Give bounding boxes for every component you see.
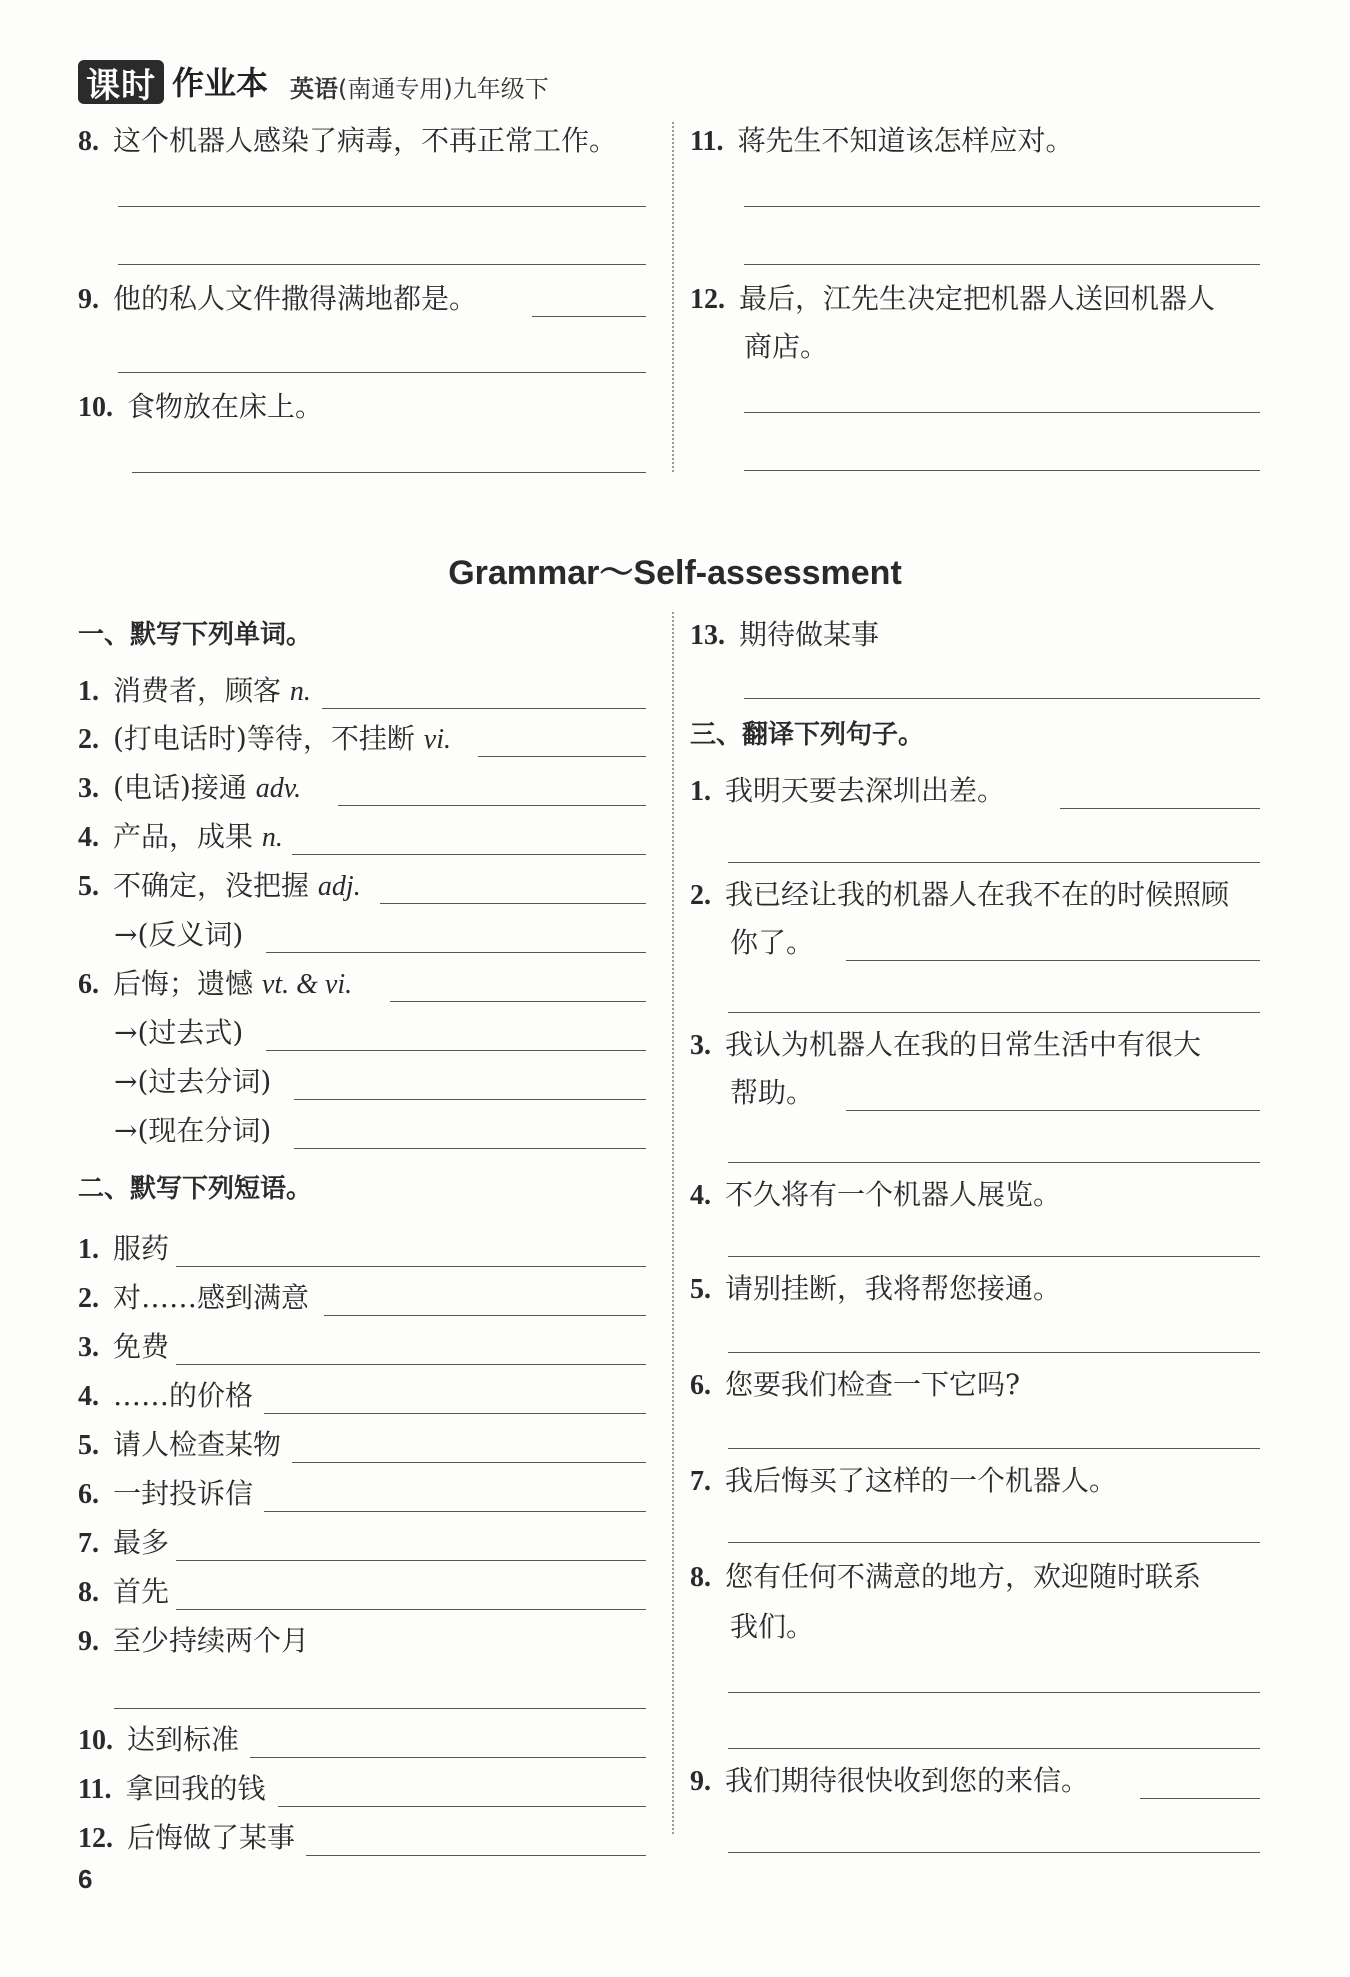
item-text: 我们期待很快收到您的来信。: [725, 1764, 1090, 1797]
word-item-5: [78, 869, 361, 904]
answer-line[interactable]: [292, 854, 646, 855]
section-title: Grammar～Self-assessment: [448, 554, 902, 592]
item-number: 1.: [690, 776, 711, 807]
answer-line[interactable]: [294, 1148, 646, 1149]
item-number: 3.: [690, 1030, 711, 1061]
item-number: 9.: [690, 1766, 711, 1797]
item-number: 5.: [78, 1430, 99, 1461]
item-number: 6.: [78, 969, 99, 1000]
answer-line[interactable]: [338, 805, 646, 806]
phrase-item-5: [78, 1428, 281, 1463]
answer-line[interactable]: [278, 1806, 646, 1807]
item-number: 6.: [78, 1479, 99, 1510]
word-item-1: [78, 674, 311, 709]
word-item-5-antonym: →(反义词): [114, 918, 244, 951]
item-number: 6.: [690, 1370, 711, 1401]
phrase-item-6: [78, 1477, 253, 1512]
phrase-item-9: [78, 1624, 309, 1659]
answer-line[interactable]: [176, 1609, 646, 1610]
answer-line[interactable]: [324, 1315, 646, 1316]
item-text: 一封投诉信: [113, 1477, 254, 1510]
sentence-item-9: [690, 1764, 1089, 1799]
item-number: 13.: [690, 620, 725, 651]
answer-line[interactable]: [744, 264, 1260, 265]
answer-line[interactable]: [478, 756, 646, 757]
item-number: 3.: [78, 773, 99, 804]
series-logo: 课时: [78, 60, 164, 104]
item-number: 1.: [78, 1234, 99, 1265]
item-text: 产品，成果: [113, 820, 254, 853]
question-text: 这个机器人感染了病毒，不再正常工作。: [113, 124, 618, 157]
page-header: [78, 56, 549, 104]
question-number: 9.: [78, 284, 99, 315]
word-item-2: [78, 722, 451, 757]
sentence-item-5: [690, 1272, 1061, 1307]
item-number: 4.: [78, 1381, 99, 1412]
item-text: 请别挂断，我将帮您接通。: [725, 1272, 1062, 1305]
item-text: (打电话时)等待，不挂断: [113, 722, 415, 755]
word-item-3: [78, 771, 301, 806]
part-of-speech: adv.: [255, 773, 302, 804]
item-number: 2.: [78, 1283, 99, 1314]
sentence-item-6: [690, 1368, 1020, 1403]
phrase-item-12: [78, 1821, 295, 1856]
item-text: 对……感到满意: [113, 1281, 310, 1314]
question-number: 11.: [690, 126, 724, 157]
sentence-item-8-continued: 我们。: [730, 1610, 815, 1643]
item-text: 免费: [113, 1330, 170, 1363]
item-text: 期待做某事: [739, 618, 880, 651]
answer-line[interactable]: [728, 1256, 1260, 1257]
answer-line[interactable]: [846, 960, 1260, 961]
item-number: 5.: [690, 1274, 711, 1305]
phrase-item-7: [78, 1526, 169, 1561]
answer-line[interactable]: [114, 1708, 646, 1709]
item-number: 1.: [78, 676, 99, 707]
answer-line[interactable]: [728, 1748, 1260, 1749]
answer-line[interactable]: [264, 1511, 646, 1512]
sentence-item-1: [690, 774, 1005, 809]
part-of-speech: vt. & vi.: [261, 969, 353, 1000]
item-text: 我后悔买了这样的一个机器人。: [725, 1464, 1118, 1497]
item-number: 5.: [78, 871, 99, 902]
word-item-13: [690, 618, 879, 653]
question-number: 8.: [78, 126, 99, 157]
item-text: 服药: [113, 1232, 170, 1265]
word-item-4: [78, 820, 283, 855]
item-text: 后悔；遗憾: [113, 967, 254, 1000]
question-number: 10.: [78, 392, 113, 423]
answer-line[interactable]: [322, 708, 646, 709]
answer-line[interactable]: [118, 264, 646, 265]
item-text: 首先: [113, 1575, 170, 1608]
item-text: (电话)接通: [113, 771, 247, 804]
sentence-item-8: [690, 1560, 1201, 1595]
word-item-6-past: →(过去式): [114, 1016, 244, 1049]
sentence-item-3: [690, 1028, 1201, 1063]
answer-line[interactable]: [176, 1560, 646, 1561]
item-text: ……的价格: [113, 1379, 254, 1412]
sentence-item-2: [690, 878, 1229, 913]
answer-line[interactable]: [1140, 1798, 1260, 1799]
answer-line[interactable]: [728, 1852, 1260, 1853]
answer-line[interactable]: [728, 1352, 1260, 1353]
item-number: 7.: [690, 1466, 711, 1497]
question-8: [78, 124, 617, 159]
question-text: 蒋先生不知道该怎样应对。: [737, 124, 1074, 157]
sentence-item-3-continued: 帮助。: [730, 1076, 815, 1109]
phrase-item-8: [78, 1575, 169, 1610]
answer-line[interactable]: [1060, 808, 1260, 809]
answer-line[interactable]: [728, 1162, 1260, 1163]
item-text: 最多: [113, 1526, 170, 1559]
subject-name: 英语: [290, 75, 339, 103]
item-text: 您要我们检查一下它吗?: [725, 1368, 1021, 1401]
answer-line[interactable]: [728, 1692, 1260, 1693]
subject-detail: (南通专用)九年级下: [338, 75, 549, 103]
answer-line[interactable]: [176, 1266, 646, 1267]
word-item-6: [78, 967, 352, 1002]
part-of-speech: adj.: [317, 871, 361, 902]
answer-line[interactable]: [380, 903, 646, 904]
sentence-item-7: [690, 1464, 1117, 1499]
question-number: 12.: [690, 284, 725, 315]
question-10: [78, 390, 323, 425]
phrase-item-4: [78, 1379, 253, 1414]
part-of-speech: n.: [261, 822, 283, 853]
phrase-item-10: [78, 1723, 239, 1758]
word-item-6-past-participle: →(过去分词): [114, 1065, 272, 1098]
answer-line[interactable]: [728, 862, 1260, 863]
item-text: 后悔做了某事: [127, 1821, 296, 1854]
item-number: 4.: [78, 822, 99, 853]
phrase-item-2: [78, 1281, 309, 1316]
answer-line[interactable]: [118, 206, 646, 207]
item-number: 2.: [690, 880, 711, 911]
answer-line[interactable]: [176, 1364, 646, 1365]
answer-line[interactable]: [266, 1050, 646, 1051]
answer-line[interactable]: [118, 372, 646, 373]
column-divider-top: [672, 122, 674, 472]
answer-line[interactable]: [846, 1110, 1260, 1111]
item-number: 8.: [78, 1577, 99, 1608]
item-text: 我认为机器人在我的日常生活中有很大: [725, 1028, 1202, 1061]
sentence-item-2-continued: 你了。: [730, 926, 815, 959]
item-number: 2.: [78, 724, 99, 755]
question-text: 食物放在床上。: [127, 390, 324, 423]
item-number: 12.: [78, 1823, 113, 1854]
answer-line[interactable]: [532, 316, 646, 317]
phrase-item-11: [78, 1772, 265, 1807]
item-number: 9.: [78, 1626, 99, 1657]
item-text: 我明天要去深圳出差。: [725, 774, 1006, 807]
item-text: 不确定，没把握: [113, 869, 310, 902]
part1-heading: 一、默写下列单词。: [78, 620, 313, 650]
part-of-speech: vi.: [423, 724, 451, 755]
answer-line[interactable]: [744, 470, 1260, 471]
phrase-item-3: [78, 1330, 169, 1365]
subject-label: [290, 69, 549, 104]
answer-line[interactable]: [266, 952, 646, 953]
question-12-continued: 商店。: [744, 330, 829, 363]
item-text: 达到标准: [127, 1723, 240, 1756]
answer-line[interactable]: [294, 1099, 646, 1100]
answer-line[interactable]: [250, 1757, 646, 1758]
word-item-6-present-participle: →(现在分词): [114, 1114, 272, 1147]
item-number: 8.: [690, 1562, 711, 1593]
part2-heading: 二、默写下列短语。: [78, 1174, 313, 1204]
item-text: 不久将有一个机器人展览。: [725, 1178, 1062, 1211]
answer-line[interactable]: [264, 1413, 646, 1414]
phrase-item-1: [78, 1232, 169, 1267]
item-text: 消费者，顾客: [113, 674, 282, 707]
question-12: [690, 282, 1215, 317]
item-number: 11.: [78, 1774, 112, 1805]
question-text: 他的私人文件撒得满地都是。: [113, 282, 478, 315]
item-text: 请人检查某物: [113, 1428, 282, 1461]
question-9: [78, 282, 477, 317]
answer-line[interactable]: [728, 1542, 1260, 1543]
item-number: 4.: [690, 1180, 711, 1211]
item-text: 我已经让我的机器人在我不在的时候照顾: [725, 878, 1230, 911]
item-text: 您有任何不满意的地方，欢迎随时联系: [725, 1560, 1202, 1593]
part3-heading: 三、翻译下列句子。: [690, 720, 925, 750]
answer-line[interactable]: [744, 206, 1260, 207]
page-number: 6: [78, 1864, 93, 1894]
item-number: 10.: [78, 1725, 113, 1756]
answer-line[interactable]: [728, 1448, 1260, 1449]
question-text: 最后，江先生决定把机器人送回机器人: [739, 282, 1216, 315]
answer-line[interactable]: [132, 472, 646, 473]
answer-line[interactable]: [306, 1855, 646, 1856]
item-number: 3.: [78, 1332, 99, 1363]
series-brand: 作业本: [172, 64, 269, 102]
sentence-item-4: [690, 1178, 1061, 1213]
answer-line[interactable]: [744, 698, 1260, 699]
answer-line[interactable]: [728, 1012, 1260, 1013]
part-of-speech: n.: [289, 676, 311, 707]
answer-line[interactable]: [390, 1001, 646, 1002]
question-11: [690, 124, 1073, 159]
item-text: 拿回我的钱: [125, 1772, 266, 1805]
item-text: 至少持续两个月: [113, 1624, 310, 1657]
item-number: 7.: [78, 1528, 99, 1559]
answer-line[interactable]: [292, 1462, 646, 1463]
column-divider-bottom: [672, 612, 674, 1834]
answer-line[interactable]: [744, 412, 1260, 413]
